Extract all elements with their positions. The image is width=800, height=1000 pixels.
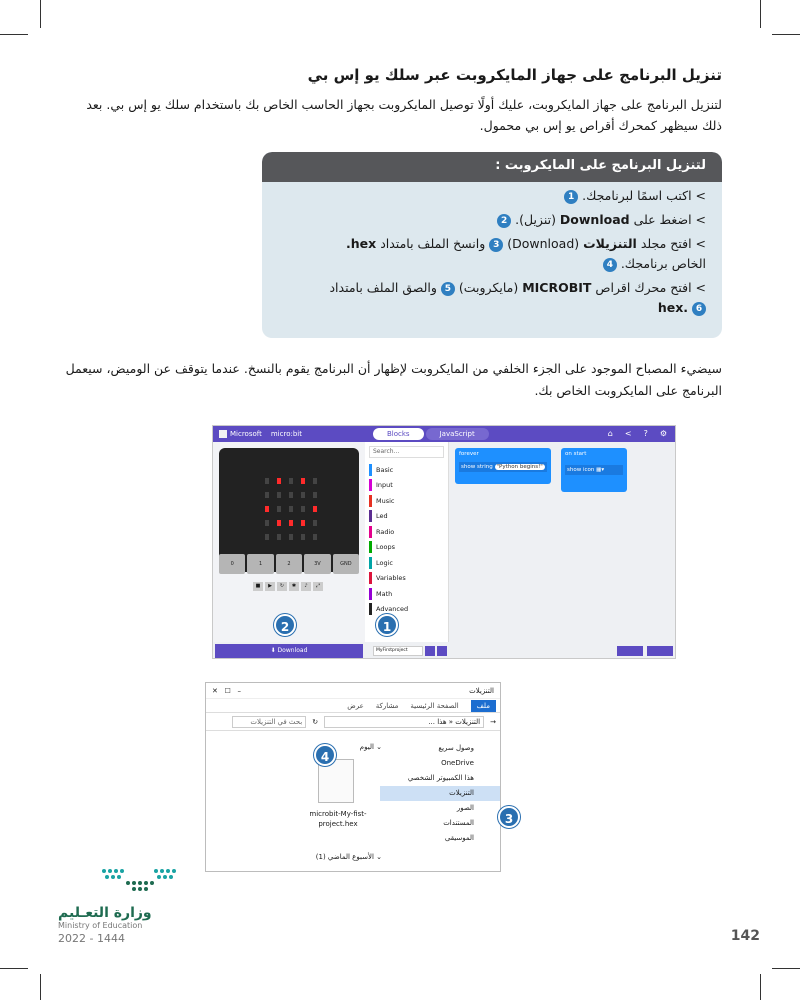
play-icon[interactable]: ▶ bbox=[265, 582, 275, 591]
category-label: Variables bbox=[376, 574, 406, 583]
microsoft-logo bbox=[219, 430, 302, 438]
category-color-icon bbox=[369, 464, 372, 476]
category-item[interactable] bbox=[365, 602, 448, 618]
step-bold-term: hex. bbox=[346, 236, 377, 251]
zoom-icons[interactable] bbox=[647, 646, 673, 656]
pin[interactable]: 0 bbox=[219, 554, 245, 574]
on-start-block[interactable] bbox=[561, 448, 627, 492]
product-label: micro:bit bbox=[270, 430, 302, 438]
window-controls bbox=[212, 687, 241, 695]
step-number-badge: 5 bbox=[441, 282, 455, 296]
group-header-today[interactable]: ⌄ اليوم bbox=[359, 743, 382, 751]
minimize-icon[interactable]: – bbox=[237, 686, 242, 695]
pin-row bbox=[219, 554, 359, 574]
step-text: > افتح مجلد bbox=[636, 236, 706, 251]
category-item[interactable] bbox=[365, 509, 448, 525]
step-bold-term: .hex bbox=[657, 300, 689, 315]
category-label: Input bbox=[376, 481, 393, 490]
led bbox=[277, 492, 281, 498]
category-color-icon bbox=[369, 588, 372, 600]
step-number-badge: 6 bbox=[692, 302, 706, 316]
step-bold-term: MICROBIT bbox=[522, 280, 592, 295]
led bbox=[301, 520, 305, 526]
ribbon-tab-file[interactable]: ملف bbox=[471, 700, 496, 712]
save-icon[interactable] bbox=[425, 646, 435, 656]
share-icon[interactable]: < bbox=[624, 429, 632, 438]
led bbox=[265, 534, 269, 540]
refresh-icon[interactable]: ↻ bbox=[312, 717, 319, 726]
toolbox-search-input[interactable]: Search... bbox=[369, 446, 444, 458]
crop-mark bbox=[0, 34, 28, 35]
maximize-icon[interactable]: ☐ bbox=[224, 686, 231, 695]
stop-icon[interactable]: ■ bbox=[253, 582, 263, 591]
led bbox=[277, 520, 281, 526]
nav-item-downloads[interactable]: التنزيلات bbox=[380, 786, 500, 801]
category-item[interactable] bbox=[365, 555, 448, 571]
back-arrow-icon[interactable]: → bbox=[490, 717, 496, 726]
undo-redo-icons[interactable] bbox=[617, 646, 643, 656]
fullscreen-icon[interactable]: ⤢ bbox=[313, 582, 323, 591]
workspace bbox=[449, 442, 676, 642]
category-label: Logic bbox=[376, 558, 393, 567]
tab-javascript[interactable]: JavaScript bbox=[426, 428, 489, 440]
category-color-icon bbox=[369, 541, 372, 553]
crop-mark bbox=[40, 0, 41, 28]
close-icon[interactable]: ✕ bbox=[212, 686, 218, 695]
category-label: Led bbox=[376, 512, 388, 521]
group-header-last-week[interactable]: ⌄ الأسبوع الماضي (1) bbox=[315, 853, 382, 861]
category-color-icon bbox=[369, 603, 372, 615]
nav-item-this-pc[interactable]: هذا الكمبيوتر الشخصي bbox=[407, 774, 474, 782]
category-label: Music bbox=[376, 496, 395, 505]
step-number-badge: 4 bbox=[603, 258, 617, 272]
led bbox=[313, 506, 317, 512]
led bbox=[289, 506, 293, 512]
topbar-icons bbox=[608, 429, 667, 438]
category-label: Math bbox=[376, 589, 393, 598]
step-number-badge: 1 bbox=[564, 190, 578, 204]
ministry-name-ar: وزارة التعـليم bbox=[58, 905, 152, 921]
category-color-icon bbox=[369, 557, 372, 569]
pin[interactable]: 2 bbox=[276, 554, 302, 574]
toolbox bbox=[365, 442, 449, 642]
file-name[interactable]: microbit-My-fist-project.hex bbox=[309, 810, 367, 828]
search-input[interactable]: بحث في التنزيلات bbox=[232, 716, 306, 728]
explorer-titlebar bbox=[206, 683, 500, 699]
step-2 bbox=[278, 210, 706, 230]
group-label: الأسبوع الماضي (1) bbox=[315, 853, 374, 861]
step-bold-term: التنزيلات bbox=[583, 236, 637, 251]
simulator-controls bbox=[253, 582, 323, 591]
step-text: الخاص برنامجك. bbox=[620, 256, 706, 271]
step-bold-term: Download bbox=[559, 212, 630, 227]
home-icon[interactable]: ⌂ bbox=[607, 429, 613, 438]
category-label: Basic bbox=[376, 465, 394, 474]
project-name-input[interactable]: MyFirstproject bbox=[373, 646, 423, 656]
crop-mark bbox=[40, 974, 41, 1000]
category-color-icon bbox=[369, 510, 372, 522]
string-value[interactable]: "Python begins!" bbox=[496, 464, 543, 470]
brand-label: Microsoft bbox=[230, 430, 262, 438]
group-label: اليوم bbox=[359, 743, 374, 751]
download-label: Download bbox=[277, 647, 308, 654]
crop-mark bbox=[772, 968, 800, 969]
download-button[interactable]: ⬇ Download bbox=[215, 644, 363, 658]
help-icon[interactable]: ? bbox=[643, 429, 648, 438]
github-icon[interactable] bbox=[437, 646, 447, 656]
page-number: 142 bbox=[730, 928, 760, 944]
category-label: Advanced bbox=[376, 605, 409, 614]
step-text: (تنزيل). bbox=[515, 212, 560, 227]
icon-picker[interactable]: ▦▾ bbox=[596, 467, 605, 473]
callout-badge: 3 bbox=[498, 806, 520, 828]
led bbox=[277, 506, 281, 512]
category-item[interactable] bbox=[365, 493, 448, 509]
gear-icon[interactable]: ⚙ bbox=[659, 429, 667, 438]
category-item[interactable] bbox=[365, 478, 448, 494]
pin[interactable]: 1 bbox=[247, 554, 273, 574]
forever-block[interactable] bbox=[455, 448, 551, 484]
led bbox=[313, 520, 317, 526]
led bbox=[301, 492, 305, 498]
callout-badge: 4 bbox=[314, 744, 336, 766]
page-title: تنزيل البرنامج على جهاز المايكروبت عبر سلك يو إس بي bbox=[307, 66, 722, 84]
led bbox=[265, 492, 269, 498]
ministry-name-en: Ministry of Education bbox=[58, 921, 143, 930]
step-number-badge: 3 bbox=[489, 238, 503, 252]
debug-icon[interactable]: ✱ bbox=[289, 582, 299, 591]
ribbon-tab-home[interactable]: الصفحة الرئيسية bbox=[410, 701, 459, 710]
step-3 bbox=[278, 234, 706, 274]
step-text: > اكتب اسمًا لبرنامجك. bbox=[582, 188, 706, 203]
step-4 bbox=[278, 278, 706, 318]
category-label: Radio bbox=[376, 527, 395, 536]
crop-mark bbox=[772, 34, 800, 35]
ribbon-tab-view[interactable]: عرض bbox=[347, 701, 364, 710]
led bbox=[301, 506, 305, 512]
steps-box bbox=[262, 152, 722, 338]
category-label: Loops bbox=[376, 543, 395, 552]
editor-tabs bbox=[373, 428, 489, 440]
led bbox=[265, 506, 269, 512]
makecode-topbar bbox=[213, 426, 675, 442]
crop-mark bbox=[760, 0, 761, 28]
category-item[interactable] bbox=[365, 540, 448, 556]
step-text: وانسخ الملف بامتداد bbox=[376, 236, 490, 251]
nav-item-quick-access[interactable]: وصول سريع bbox=[438, 744, 474, 752]
ribbon-tab-share[interactable]: مشاركة bbox=[375, 701, 399, 710]
step-1 bbox=[278, 186, 706, 206]
tab-blocks[interactable]: Blocks bbox=[373, 428, 424, 440]
led bbox=[289, 534, 293, 540]
steps-heading: لتنزيل البرنامج على المايكروبت : bbox=[262, 152, 722, 182]
mute-icon[interactable]: ♪ bbox=[301, 582, 311, 591]
led bbox=[301, 478, 305, 484]
file-explorer-screenshot bbox=[205, 682, 501, 872]
microsoft-logo-icon bbox=[219, 430, 227, 438]
file-list bbox=[218, 741, 382, 872]
led bbox=[289, 478, 293, 484]
step-text: والصق الملف بامتداد bbox=[329, 280, 441, 295]
address-bar[interactable]: التنزيلات « هذا ... bbox=[324, 716, 484, 728]
simulator-panel bbox=[213, 442, 365, 642]
category-color-icon bbox=[369, 495, 372, 507]
crop-mark bbox=[760, 974, 761, 1000]
category-item[interactable] bbox=[365, 571, 448, 587]
led bbox=[313, 492, 317, 498]
led bbox=[277, 534, 281, 540]
ministry-dots-icon bbox=[98, 865, 180, 897]
restart-icon[interactable]: ↻ bbox=[277, 582, 287, 591]
category-color-icon bbox=[369, 526, 372, 538]
pin[interactable]: GND bbox=[333, 554, 359, 574]
body-paragraph: سيضيء المصباح الموجود على الجزء الخلفي من المايكروبت لإظهار أن البرنامج يقوم بالنسخ. عندما يتوقف عن الوميض، سيعمل البرنامج على المايكروبت الخاص بك. bbox=[65, 361, 722, 398]
block-label: on start bbox=[565, 451, 587, 457]
category-color-icon bbox=[369, 572, 372, 584]
steps-list bbox=[262, 182, 722, 318]
pin[interactable]: 3V bbox=[304, 554, 330, 574]
category-color-icon bbox=[369, 479, 372, 491]
category-item[interactable] bbox=[365, 462, 448, 478]
led bbox=[313, 534, 317, 540]
intro-paragraph: لتنزيل البرنامج على جهاز المايكروبت، عليك أولًا توصيل المايكروبت بجهاز الحاسب الخاص بك باستخدام سلك يو إس بي. بعد ذلك سيظهر كمحرك أقراص يو إس بي محمول. bbox=[86, 97, 722, 133]
explorer-title: التنزيلات bbox=[469, 686, 494, 695]
address-bar-row bbox=[206, 713, 500, 731]
callout-badge: 1 bbox=[376, 614, 398, 636]
nav-item-documents[interactable]: المستندات bbox=[443, 819, 474, 827]
nav-item-pictures[interactable]: الصور bbox=[456, 804, 474, 812]
nav-item-onedrive[interactable]: OneDrive bbox=[441, 759, 474, 767]
category-item[interactable] bbox=[365, 586, 448, 602]
led bbox=[277, 478, 281, 484]
academic-year: 2022 - 1444 bbox=[58, 932, 125, 945]
step-text: (Download) bbox=[503, 236, 584, 251]
category-item[interactable] bbox=[365, 524, 448, 540]
step-number-badge: 2 bbox=[497, 214, 511, 228]
led bbox=[301, 534, 305, 540]
ministry-logo bbox=[58, 865, 180, 945]
step-text: > اضغط على bbox=[629, 212, 706, 227]
explorer-ribbon bbox=[206, 699, 500, 713]
led bbox=[289, 520, 293, 526]
step-text: (مايكروبت) bbox=[454, 280, 523, 295]
block-label: show icon bbox=[567, 467, 595, 473]
led bbox=[289, 492, 293, 498]
nav-item-music[interactable]: الموسيقى bbox=[444, 834, 474, 842]
category-list bbox=[365, 462, 448, 617]
block-label: forever bbox=[459, 451, 479, 457]
callout-badge: 2 bbox=[274, 614, 296, 636]
led bbox=[313, 478, 317, 484]
crop-mark bbox=[0, 968, 28, 969]
navigation-pane bbox=[380, 741, 500, 872]
bottom-bar bbox=[213, 642, 676, 659]
led bbox=[265, 478, 269, 484]
block-label: show string bbox=[461, 464, 493, 470]
led bbox=[265, 520, 269, 526]
step-text: > افتح محرك اقراص bbox=[591, 280, 706, 295]
